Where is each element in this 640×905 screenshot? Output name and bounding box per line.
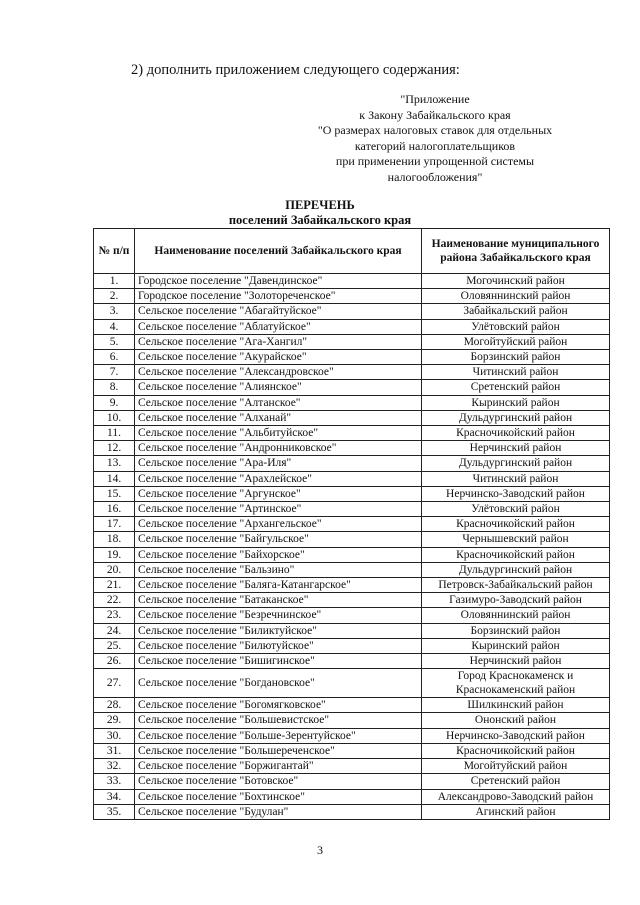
district-name: Красночикойский район — [422, 426, 610, 441]
table-row — [94, 365, 610, 380]
row-number: 34. — [94, 789, 135, 804]
district-name: Оловяннинский район — [422, 608, 610, 623]
row-number: 3. — [94, 304, 135, 319]
list-title-main: ПЕРЕЧЕНЬ — [285, 198, 355, 212]
district-name: Дульдургинский район — [422, 456, 610, 471]
settlement-name: Сельское поселение "Батаканское" — [135, 593, 422, 608]
row-number: 28. — [94, 698, 135, 713]
district-name: Читинский район — [422, 471, 610, 486]
column-header-settlement: Наименование поселений Забайкальского края — [135, 229, 422, 274]
row-number: 11. — [94, 426, 135, 441]
table-row — [94, 456, 610, 471]
table-row — [94, 547, 610, 562]
settlement-name: Сельское поселение "Больше-Зерентуйское" — [135, 728, 422, 743]
list-title — [0, 198, 640, 228]
district-name: Сретенский район — [422, 774, 610, 789]
settlement-name: Сельское поселение "Архангельское" — [135, 517, 422, 532]
table-row — [94, 274, 610, 289]
settlement-name: Сельское поселение "Баляга-Катангарское" — [135, 578, 422, 593]
intro-text: 2) дополнить приложением следующего содержания: — [131, 62, 460, 78]
row-number: 13. — [94, 456, 135, 471]
row-number: 18. — [94, 532, 135, 547]
row-number: 4. — [94, 319, 135, 334]
row-number: 26. — [94, 654, 135, 669]
district-name: Красночикойский район — [422, 517, 610, 532]
district-name: Александрово-Заводский район — [422, 789, 610, 804]
settlement-name: Сельское поселение "Большереченское" — [135, 743, 422, 758]
table-row — [94, 759, 610, 774]
table-row — [94, 380, 610, 395]
settlement-name: Сельское поселение "Алиянское" — [135, 380, 422, 395]
table-row — [94, 713, 610, 728]
district-name: Чернышевский район — [422, 532, 610, 547]
appendix-line: "О размерах налоговых ставок для отдельных — [317, 123, 553, 138]
row-number: 9. — [94, 395, 135, 410]
row-number: 22. — [94, 593, 135, 608]
settlement-name: Сельское поселение "Алханай" — [135, 410, 422, 425]
district-name: Агинский район — [422, 804, 610, 819]
table-row — [94, 471, 610, 486]
settlement-name: Сельское поселение "Билютуйское" — [135, 638, 422, 653]
settlement-name: Городское поселение "Золотореченское" — [135, 289, 422, 304]
district-name: Сретенский район — [422, 380, 610, 395]
table-row — [94, 698, 610, 713]
district-name: Могойтуйский район — [422, 334, 610, 349]
table-row — [94, 654, 610, 669]
district-name: Дульдургинский район — [422, 562, 610, 577]
settlement-name: Сельское поселение "Алтанское" — [135, 395, 422, 410]
settlement-name: Сельское поселение "Богдановское" — [135, 669, 422, 698]
settlement-name: Сельское поселение "Альбитуйское" — [135, 426, 422, 441]
district-name: Кыринский район — [422, 395, 610, 410]
row-number: 35. — [94, 804, 135, 819]
table-row — [94, 608, 610, 623]
table-row — [94, 486, 610, 501]
row-number: 23. — [94, 608, 135, 623]
district-name: Красночикойский район — [422, 547, 610, 562]
settlement-name: Городское поселение "Давендинское" — [135, 274, 422, 289]
district-name: Улётовский район — [422, 502, 610, 517]
district-name: Нерчинский район — [422, 654, 610, 669]
settlement-name: Сельское поселение "Александровское" — [135, 365, 422, 380]
settlement-name: Сельское поселение "Бохтинское" — [135, 789, 422, 804]
table-row — [94, 350, 610, 365]
settlements-table — [93, 228, 610, 820]
settlement-name: Сельское поселение "Богомягковское" — [135, 698, 422, 713]
settlement-name: Сельское поселение "Ботовское" — [135, 774, 422, 789]
appendix-line: налогообложения" — [387, 169, 483, 184]
row-number: 24. — [94, 623, 135, 638]
table-row — [94, 289, 610, 304]
district-name: Забайкальский район — [422, 304, 610, 319]
district-name: Петровск-Забайкальский район — [422, 578, 610, 593]
table-row — [94, 804, 610, 819]
table-row — [94, 789, 610, 804]
district-name: Дульдургинский район — [422, 410, 610, 425]
table-row — [94, 441, 610, 456]
table-row — [94, 562, 610, 577]
row-number: 25. — [94, 638, 135, 653]
table-row — [94, 623, 610, 638]
district-name: Оловяннинский район — [422, 289, 610, 304]
row-number: 21. — [94, 578, 135, 593]
row-number: 17. — [94, 517, 135, 532]
settlement-name: Сельское поселение "Байхорское" — [135, 547, 422, 562]
appendix-line: к Закону Забайкальского края — [359, 107, 511, 122]
settlement-name: Сельское поселение "Боржигантай" — [135, 759, 422, 774]
appendix-line: категорий налогоплательщиков — [354, 138, 516, 153]
settlement-name: Сельское поселение "Артинское" — [135, 502, 422, 517]
row-number: 2. — [94, 289, 135, 304]
row-number: 15. — [94, 486, 135, 501]
row-number: 29. — [94, 713, 135, 728]
table-row — [94, 532, 610, 547]
table-row — [94, 578, 610, 593]
district-name: Нерчинский район — [422, 441, 610, 456]
district-name: Могойтуйский район — [422, 759, 610, 774]
appendix-header — [270, 92, 600, 186]
settlement-name: Сельское поселение "Ага-Хангил" — [135, 334, 422, 349]
district-name: Кыринский район — [422, 638, 610, 653]
district-name: Нерчинско-Заводский район — [422, 486, 610, 501]
row-number: 19. — [94, 547, 135, 562]
settlement-name: Сельское поселение "Бальзино" — [135, 562, 422, 577]
settlement-name: Сельское поселение "Байгульское" — [135, 532, 422, 547]
district-name: Город Краснокаменск и Краснокаменский район — [422, 669, 610, 698]
table-row — [94, 502, 610, 517]
row-number: 12. — [94, 441, 135, 456]
row-number: 30. — [94, 728, 135, 743]
settlement-name: Сельское поселение "Андронниковское" — [135, 441, 422, 456]
district-name: Шилкинский район — [422, 698, 610, 713]
table-row — [94, 774, 610, 789]
table-row — [94, 410, 610, 425]
row-number: 31. — [94, 743, 135, 758]
table-row — [94, 593, 610, 608]
row-number: 27. — [94, 669, 135, 698]
district-name: Ононский район — [422, 713, 610, 728]
row-number: 14. — [94, 471, 135, 486]
row-number: 10. — [94, 410, 135, 425]
row-number: 33. — [94, 774, 135, 789]
column-header-district: Наименование муниципального района Забайкальского края — [422, 229, 610, 274]
table-row — [94, 638, 610, 653]
table-row — [94, 517, 610, 532]
row-number: 1. — [94, 274, 135, 289]
row-number: 16. — [94, 502, 135, 517]
settlement-name: Сельское поселение "Аргунское" — [135, 486, 422, 501]
table-row — [94, 669, 610, 698]
settlement-name: Сельское поселение "Бишигинское" — [135, 654, 422, 669]
appendix-line: "Приложение — [400, 92, 470, 106]
table-row — [94, 304, 610, 319]
settlement-name: Сельское поселение "Безречнинское" — [135, 608, 422, 623]
table-row — [94, 334, 610, 349]
page-number: 3 — [317, 843, 323, 857]
settlement-name: Сельское поселение "Абагайтуйское" — [135, 304, 422, 319]
list-title-sub: поселений Забайкальского края — [228, 213, 412, 227]
table-row — [94, 728, 610, 743]
settlement-name: Сельское поселение "Будулан" — [135, 804, 422, 819]
table-row — [94, 426, 610, 441]
district-name: Борзинский район — [422, 350, 610, 365]
district-name: Нерчинско-Заводский район — [422, 728, 610, 743]
district-name: Газимуро-Заводский район — [422, 593, 610, 608]
table-row — [94, 319, 610, 334]
appendix-line: при применении упрощенной системы — [335, 154, 535, 169]
table-header-row — [94, 229, 610, 274]
district-name: Могочинский район — [422, 274, 610, 289]
settlement-name: Сельское поселение "Большевистское" — [135, 713, 422, 728]
settlement-name: Сельское поселение "Аблатуйское" — [135, 319, 422, 334]
table-body — [94, 274, 610, 820]
row-number: 5. — [94, 334, 135, 349]
settlement-name: Сельское поселение "Арахлейское" — [135, 471, 422, 486]
settlement-name: Сельское поселение "Биликтуйское" — [135, 623, 422, 638]
district-name: Борзинский район — [422, 623, 610, 638]
row-number: 8. — [94, 380, 135, 395]
district-name: Читинский район — [422, 365, 610, 380]
row-number: 20. — [94, 562, 135, 577]
district-name: Красночикойский район — [422, 743, 610, 758]
row-number: 6. — [94, 350, 135, 365]
district-name: Улётовский район — [422, 319, 610, 334]
table-row — [94, 395, 610, 410]
row-number: 7. — [94, 365, 135, 380]
row-number: 32. — [94, 759, 135, 774]
column-header-number: № п/п — [94, 229, 135, 274]
settlement-name: Сельское поселение "Ара-Иля" — [135, 456, 422, 471]
table-row — [94, 743, 610, 758]
settlement-name: Сельское поселение "Акурайское" — [135, 350, 422, 365]
